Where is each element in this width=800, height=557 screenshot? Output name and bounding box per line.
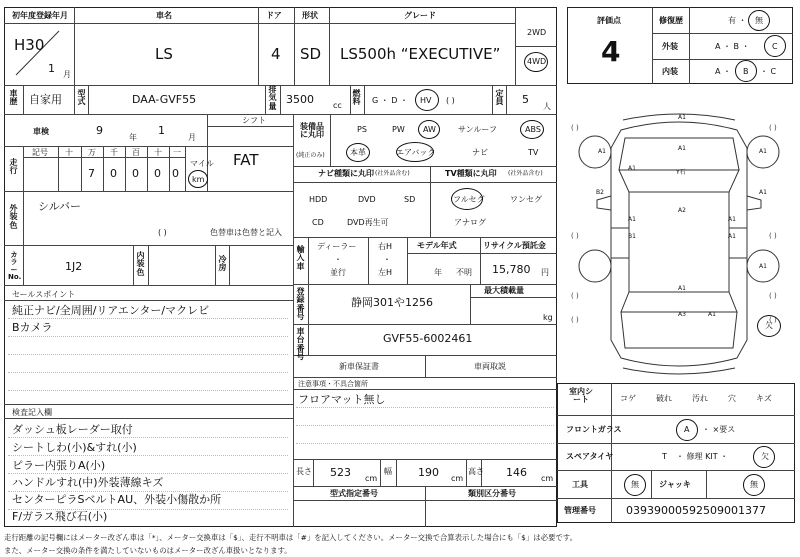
inspection-month: 1 [158,124,165,137]
type-value: DAA-GVF55 [132,93,197,106]
inspector-line-3: ハンドルすれ(中)外装薄線キズ [12,476,164,489]
sales-points-label: セールスポイント [12,290,76,299]
svg-text:( ): ( ) [571,232,579,240]
class-label: 類別区分番号 [468,489,516,498]
mark-8: A2 [678,207,686,214]
shape-label: 形状 [302,11,318,20]
mark-5: Y石 [676,169,686,176]
notes-text: フロアマット無し [298,393,386,406]
drive-4wd: 4WD [527,57,547,66]
seat-opt-0: コゲ [620,394,636,403]
navi-label: ナビ種類に丸印 [318,169,374,178]
max-load-label: 最大積載量 [484,286,524,295]
notes-label: 注意事項・不具合箇所 [298,380,368,388]
repair-yes: 有 ・ [728,16,747,25]
sales-point-1: Bカメラ [12,321,53,334]
ext-grade: C [772,42,778,51]
mileage-digit-1: 0 [110,167,117,180]
tv-sub: (社外品含む) [508,170,543,177]
svg-text:( ): ( ) [769,124,777,132]
mark-9: A1 [628,216,636,223]
exterior-label: 外装色 [9,204,18,230]
mileage-note-label: 記号 [32,148,48,157]
door-value: 4 [271,45,281,63]
navi-sub: (社外品含む) [375,170,410,177]
equip-aw: AW [423,125,436,134]
model-value: LS [155,45,173,63]
tv-oneseg: ワンセグ [510,195,542,204]
model-year-unit: 年 [434,268,442,277]
mileage-unit-5: 一 [173,148,181,157]
tv-label: TV種類に丸印 [445,169,497,178]
equip-leather: 本革 [350,148,366,157]
exterior-note: 色替車は色替と記入 [210,228,282,237]
month-unit: 月 [63,70,71,79]
width-value: 190 [418,466,439,479]
seat-opt-2: 汚れ [692,394,708,403]
displacement-value: 3500 [286,93,314,106]
color-code-value: 1J2 [65,260,83,273]
spare-value: 欠 [761,452,769,461]
capacity-unit: 人 [543,102,551,111]
import-parallel: 並行 [330,268,346,277]
inspector-line-4: センターピラSベルトAU、外装小傷散か所 [12,493,222,506]
equip-airbag: エアバック [396,148,436,157]
jack-label: ジャッキ [659,480,691,489]
height-unit: cm [541,474,554,483]
int-label: 内装 [662,67,678,76]
inspection-label: 車検 [33,127,49,136]
svg-text:( ): ( ) [571,292,579,300]
mark-12: A1 [728,233,736,240]
mark-1: A1 [678,145,686,152]
import-dot2: ・ [383,255,391,264]
mark-0: A1 [678,114,686,121]
width-unit: cm [451,474,464,483]
registration-label: 登録番号 [296,287,305,322]
footer-line-2: また、メーター交換の条件を満たしていないものはメーター改ざん車扱いとなります。 [4,546,292,555]
mileage-digit-4: 0 [172,167,179,180]
spare-repair: ・ 修理 KIT ・ [676,452,729,461]
max-load-unit: kg [543,313,553,322]
equip-ps: PS [357,125,367,134]
inspector-line-1: シートしわ(小)&すれ(小) [12,441,137,454]
svg-text:( ): ( ) [769,232,777,240]
repair-no: 無 [755,16,763,25]
height-value: 146 [506,466,527,479]
registration-value: 静岡301や1256 [351,296,433,309]
first-reg-year: H30 [14,36,45,54]
seat-opt-4: キズ [756,394,772,403]
mark-4: A1 [628,165,636,172]
warranty-new-car: 新車保証書 [339,362,379,371]
mileage-unit-4: 十 [154,148,162,157]
mileage-unit-2: 千 [110,148,118,157]
import-dealer: ディーラー [317,242,357,251]
mark-6: B2 [596,189,604,196]
footer-line-1: 走行距離の記号欄にはメーター改ざん車は「*」、メーター交換車は「$」、走行不明車は「#」を記入してください。メーター交換で合算表示した場合にも「$」は必要です。 [4,533,577,542]
score-value: 4 [601,35,621,68]
navi-sd: SD [404,195,416,204]
spare-t: T [662,452,667,461]
recycle-label: リサイクル預託金 [483,241,546,250]
fuel-label: 燃料 [352,89,361,107]
import-dot: ・ [334,255,342,264]
displacement-label: 排気量 [268,85,277,111]
warranty-manual: 車両取説 [474,362,506,371]
jack-value: 無 [750,480,758,489]
inspection-year-unit: 年 [129,133,137,142]
navi-dvd-play: DVD再生可 [347,218,389,227]
shift-label: シフト [242,116,266,125]
inspector-label: 検査記入欄 [12,408,52,417]
model-label: 車名 [156,11,172,20]
type-label: 型式 [77,89,86,107]
mark-16: A1 [759,263,767,270]
glass-label: フロントガラス [566,425,622,434]
length-unit: cm [365,474,378,483]
interior-seat-label: 室内シート [569,387,593,405]
mark-2: A1 [598,148,606,155]
svg-text:( ): ( ) [769,316,777,324]
mark-13: A1 [678,285,686,292]
repair-label: 修復歴 [659,16,683,25]
category-value: 自家用 [29,93,62,106]
navi-dvd: DVD [358,195,376,204]
drive-2wd: 2WD [527,28,547,37]
tv-analog: アナログ [454,218,486,227]
int-c: ・ C [760,67,777,76]
import-lh: 左H [378,268,393,277]
recycle-unit: 円 [541,268,549,277]
inspection-month-unit: 月 [188,133,196,142]
mileage-digit-2: 0 [132,167,139,180]
mark-15: A1 [708,311,716,318]
equip-abs: ABS [525,125,541,134]
mark-10: A1 [728,216,736,223]
mileage-mile: マイル [190,159,214,168]
tools-label: 工具 [572,480,588,489]
first-reg-label: 初年度登録年月 [12,11,68,20]
inspection-year: 9 [96,124,103,137]
category-label: 車歴 [9,89,18,107]
equip-pw: PW [392,125,405,134]
chassis-label: 車台番号 [296,327,305,362]
mileage-digit-3: 0 [154,167,161,180]
glass-opt: ・ ×要ス [702,425,736,434]
color-code-label: カラーNo. [8,251,22,282]
import-rh: 右H [378,242,393,251]
fuel-hv: HV [420,96,432,105]
grade-value: LS500h “EXECUTIVE” [340,45,501,63]
mileage-label: 走行 [9,158,18,176]
height-label: 高さ [468,467,484,476]
int-grade: B [743,67,749,76]
import-label: 輸入車 [296,245,305,271]
svg-text:( ): ( ) [571,316,579,324]
designation-label: 型式指定番号 [330,489,378,498]
shift-value: FAT [233,151,259,169]
aircon-label: 冷房 [218,255,227,273]
fuel-options: G ・ D ・ [372,96,408,105]
first-reg-month: 1 [48,62,55,75]
capacity-value: 5 [522,93,529,106]
mark-14: A3 [678,311,686,318]
management-value: 03939000592509001377 [626,504,766,517]
recycle-value: 15,780 [492,263,531,276]
equipment-label: 装備品に丸印 [300,122,324,140]
inspector-line-2: ピラー内張りA(小) [12,459,106,472]
mark-11: B1 [628,233,636,240]
length-value: 523 [330,466,351,479]
navi-cd: CD [312,218,324,227]
width-label: 幅 [384,467,392,476]
ext-opts: A ・ B ・ [715,42,750,51]
door-label: ドア [266,11,282,20]
fuel-paren: ( ) [446,96,455,105]
svg-text:( ): ( ) [571,124,579,132]
exterior-color: シルバー [38,200,81,213]
missing-mark: 欠 [765,321,773,330]
mileage-unit-0: 十 [65,148,73,157]
shape-value: SD [300,45,322,63]
equipment-sub: (純正のみ) [296,152,325,159]
capacity-label: 定員 [495,89,504,107]
inspector-line-5: F/ガラス飛び石(小) [12,510,108,523]
tools-value: 無 [631,480,639,489]
grade-label: グレード [404,11,436,20]
mileage-unit-3: 百 [132,148,140,157]
mileage-km: km [192,175,205,184]
displacement-unit: cc [333,101,342,110]
model-year-unknown: 不明 [456,268,472,277]
tv-fullseg: フルセグ [453,195,485,204]
spare-label: スペアタイヤ [566,452,614,461]
interior-color-label: 内装色 [136,251,145,277]
svg-text:( ): ( ) [769,292,777,300]
management-label: 管理番号 [564,506,596,515]
mileage-digit-0: 7 [88,167,95,180]
exterior-paren: ( ) [158,228,167,237]
mark-3: A1 [759,148,767,155]
sales-point-0: 純正ナビ/全周囲/リアエンター/マクレビ [12,304,210,317]
navi-hdd: HDD [309,195,328,204]
ext-label: 外装 [662,42,678,51]
int-a: A ・ [715,67,732,76]
equip-sunroof: サンルーフ [458,125,497,134]
length-label: 長さ [296,467,312,476]
glass-value: A [684,425,690,434]
mark-7: A1 [759,189,767,196]
mileage-unit-1: 万 [88,148,96,157]
equip-tv: TV [528,148,539,157]
seat-opt-1: 破れ [656,394,672,403]
equip-navi: ナビ [472,148,488,157]
score-label: 評価点 [597,16,621,25]
model-year-label: モデル年式 [417,241,457,250]
chassis-value: GVF55-6002461 [383,332,473,345]
seat-opt-3: 穴 [728,394,736,403]
inspector-line-0: ダッシュ板レーダー取付 [12,423,133,436]
